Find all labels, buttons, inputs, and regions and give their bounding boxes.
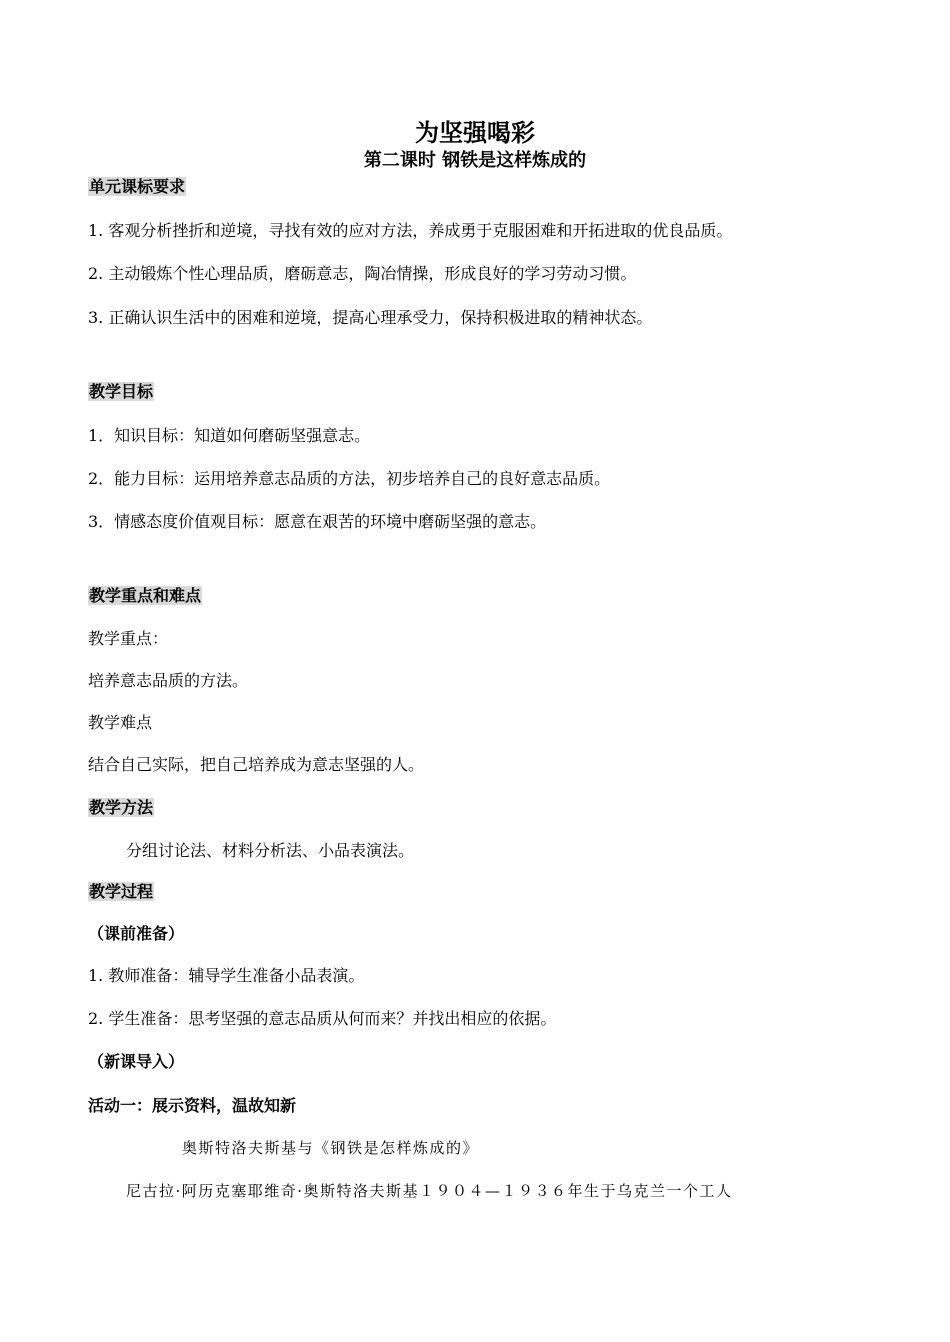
- section-heading-key-points: [88, 584, 202, 608]
- methods-text: 分组讨论法、材料分析法、小品表演法。: [126, 841, 415, 860]
- objectives-item-3: 3．情感态度价值观目标：愿意在艰苦的环境中磨砺坚强的意志。: [88, 512, 547, 531]
- standards-item-1: 1. 客观分析挫折和逆境，寻找有效的应对方法，养成勇于克服困难和开拓进取的优良品质。: [88, 221, 733, 240]
- activity-label: 活动一：展示资料，温故知新: [88, 1096, 297, 1115]
- heading-label: 教学重点和难点: [89, 586, 202, 605]
- standards-item-3: 3. 正确认识生活中的困难和逆境，提高心理承受力，保持积极进取的精神状态。: [88, 308, 653, 327]
- document-title: 为坚强喝彩: [415, 119, 535, 147]
- heading-label: 教学过程: [89, 882, 154, 901]
- heading-label: 教学目标: [89, 382, 154, 401]
- heading-label: 单元课标要求: [89, 177, 186, 196]
- document-subtitle: 第二课时 钢铁是这样炼成的: [363, 150, 587, 171]
- section-heading-methods: [88, 796, 154, 820]
- objectives-item-1: 1．知识目标：知道如何磨砺坚强意志。: [88, 426, 371, 445]
- difficulty-label: 教学难点: [88, 713, 153, 732]
- prep-label: （课前准备）: [88, 924, 185, 943]
- difficulty-text: 结合自己实际，把自己培养成为意志坚强的人。: [88, 755, 425, 774]
- material-text: 尼古拉·阿历克塞耶维奇·奥斯特洛夫斯基１９０４—１９３６年生于乌克兰一个工人: [126, 1182, 733, 1200]
- prep-item-2: 2. 学生准备：思考坚强的意志品质从何而来？并找出相应的依据。: [88, 1009, 557, 1028]
- focus-text: 培养意志品质的方法。: [88, 671, 249, 690]
- section-heading-objectives: [88, 380, 154, 404]
- section-heading-process: [88, 880, 154, 904]
- material-title: 奥斯特洛夫斯基与《钢铁是怎样炼成的》: [182, 1139, 480, 1157]
- prep-item-1: 1. 教师准备：辅导学生准备小品表演。: [88, 966, 365, 985]
- objectives-item-2: 2．能力目标：运用培养意志品质的方法，初步培养自己的良好意志品质。: [88, 469, 611, 488]
- intro-label: （新课导入）: [88, 1052, 185, 1071]
- section-heading-standards: [88, 175, 186, 199]
- heading-label: 教学方法: [89, 798, 154, 817]
- standards-item-2: 2. 主动锻炼个性心理品质，磨砺意志，陶冶情操，形成良好的学习劳动习惯。: [88, 264, 637, 283]
- focus-label: 教学重点：: [88, 629, 169, 648]
